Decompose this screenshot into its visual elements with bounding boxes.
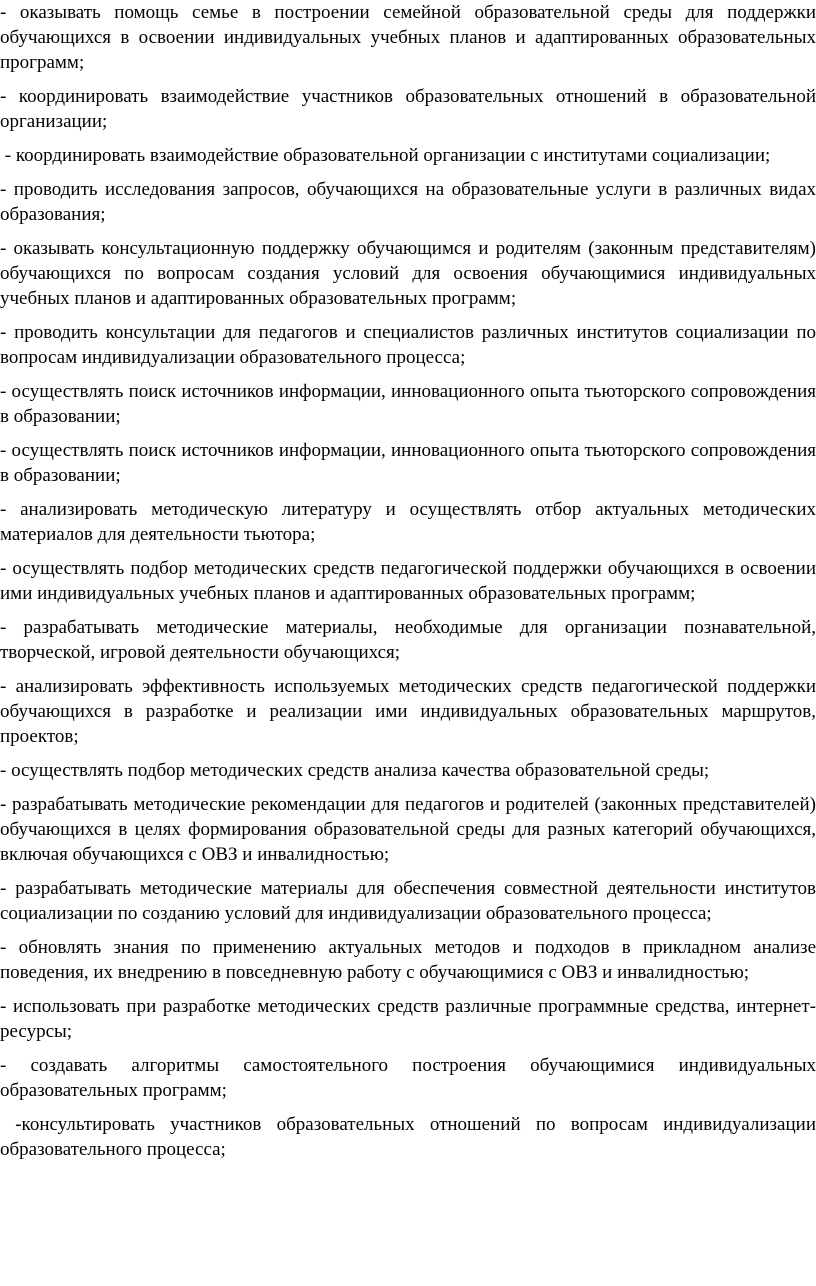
list-item: - осуществлять подбор методических средств педагогической поддержки обучающихся в освоении ими индивидуальных учебных планов и адаптированных образовательных программ; <box>0 558 816 604</box>
list-item: - разрабатывать методические материалы, необходимые для организации познавательной, творческой, игровой деятельности обучающихся; <box>0 617 816 663</box>
list-item: - осуществлять подбор методических средств анализа качества образовательной среды; <box>0 760 710 781</box>
list-item: - анализировать эффективность используемых методических средств педагогической поддержки обучающихся в разработке и реализации ими индивидуальных образовательных маршрутов, проектов; <box>0 676 816 747</box>
list-item: - проводить исследования запросов, обучающихся на образовательные услуги в различных видах образования; <box>0 179 816 225</box>
list-item: - анализировать методическую литературу и осуществлять отбор актуальных методических материалов для деятельности тьютора; <box>0 499 816 545</box>
list-item: - координировать взаимодействие образовательной организации с институтами социализации; <box>0 145 771 166</box>
list-item: - оказывать помощь семье в построении семейной образовательной среды для поддержки обучающихся в освоении индивидуальных учебных планов и адаптированных образовательных программ; <box>0 2 816 73</box>
list-item: - использовать при разработке методических средств различные программные средства, интернет-ресурсы; <box>0 996 816 1042</box>
list-item: - проводить консультации для педагогов и специалистов различных институтов социализации по вопросам индивидуализации образовательного процесса; <box>0 322 816 368</box>
list-item: - создавать алгоритмы самостоятельного построения обучающимися индивидуальных образовательных программ; <box>0 1055 816 1101</box>
list-item: - обновлять знания по применению актуальных методов и подходов в прикладном анализе поведения, их внедрению в повседневную работу с обучающимися с ОВЗ и инвалидностью; <box>0 937 816 983</box>
list-item: -консультировать участников образовательных отношений по вопросам индивидуализации образовательного процесса; <box>0 1114 816 1160</box>
list-item: - осуществлять поиск источников информации, инновационного опыта тьюторского сопровождения в образовании; <box>0 381 816 427</box>
list-item: - разрабатывать методические рекомендации для педагогов и родителей (законных представителей) обучающихся в целях формирования образовательной среды для разных категорий обучающихся, включая обучающихся с ОВЗ и инвалидностью; <box>0 794 816 865</box>
list-item: - оказывать консультационную поддержку обучающимся и родителям (законным представителям) обучающихся по вопросам создания условий для освоения обучающимися индивидуальных учебных планов и адаптированных образовательных программ; <box>0 238 816 309</box>
list-item: - координировать взаимодействие участников образовательных отношений в образовательной организации; <box>0 86 816 132</box>
list-item: - осуществлять поиск источников информации, инновационного опыта тьюторского сопровождения в образовании; <box>0 440 816 486</box>
list-item: - разрабатывать методические материалы для обеспечения совместной деятельности институтов социализации по созданию условий для индивидуализации образовательного процесса; <box>0 878 816 924</box>
